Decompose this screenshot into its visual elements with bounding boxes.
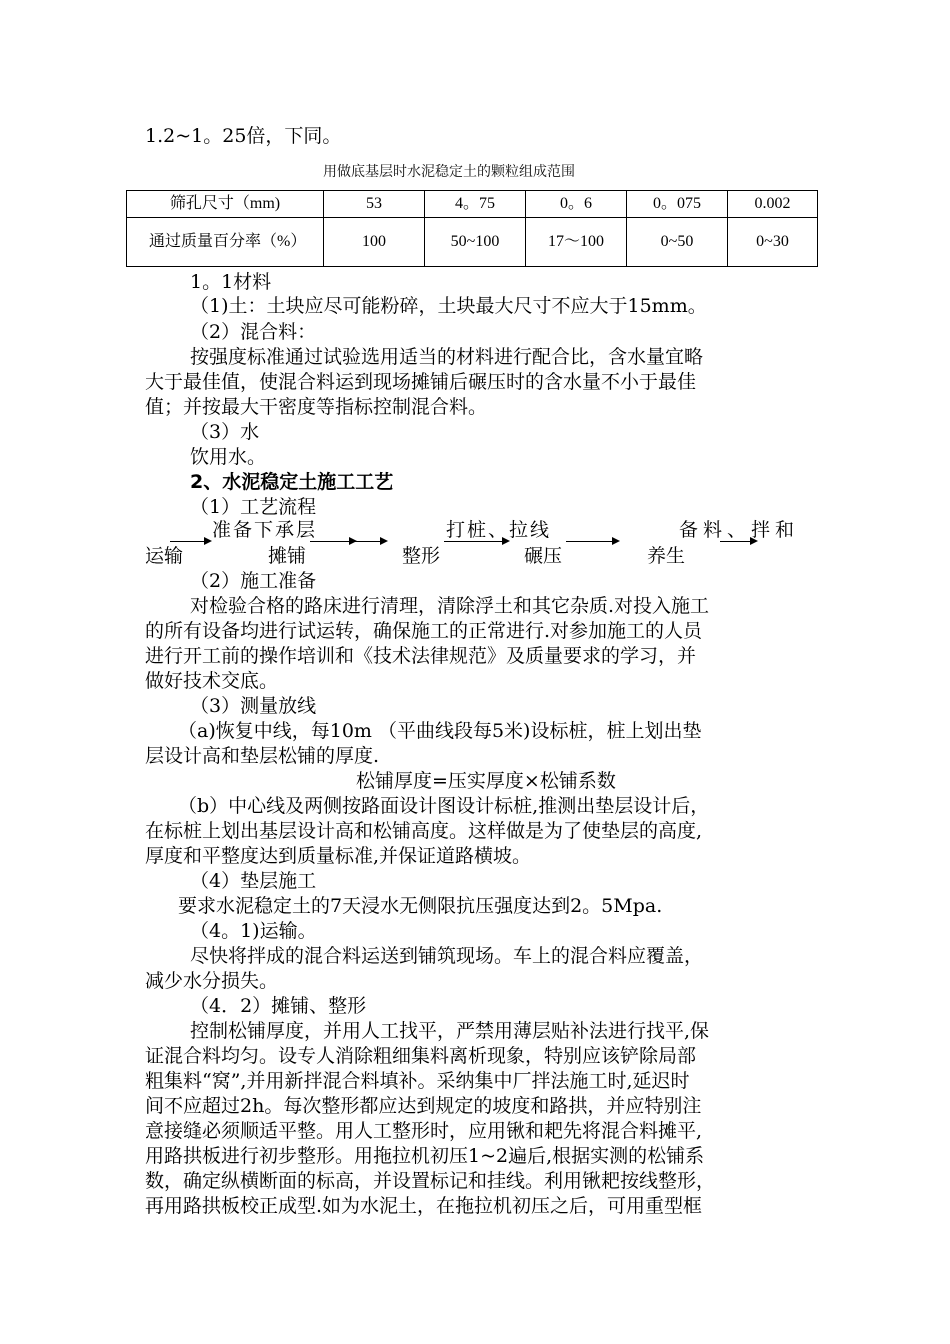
paragraph-line: （4。1)运输。 (190, 920, 317, 942)
table-caption: 用做底基层时水泥稳定土的颗粒组成范围 (323, 164, 575, 180)
paragraph-line: 厚度和平整度达到质量标准,并保证道路横坡。 (145, 845, 532, 867)
table-row (127, 191, 818, 218)
section-heading: 1。1材料 (190, 271, 272, 293)
table-cell: 0~30 (728, 218, 818, 267)
paragraph-line: 证混合料均匀。设专人消除粗细集料离析现象，特别应该铲除局部 (145, 1045, 697, 1067)
paragraph-line: （b）中心线及两侧按路面设计图设计标桩,推测出垫层设计后， (178, 795, 710, 817)
flow-step: 摊铺 (268, 545, 307, 567)
table-cell: 100 (324, 218, 425, 267)
paragraph-line: 再用路拱板校正成型.如为水泥土，在拖拉机初压之后，可用重型框 (145, 1195, 703, 1217)
paragraph-line: （2）施工准备 (190, 570, 317, 592)
grain-composition-table (126, 190, 818, 267)
paragraph-line: 按强度标准通过试验选用适当的材料进行配合比，含水量宜略 (190, 346, 704, 368)
flow-arrow (310, 541, 355, 542)
table-cell: 53 (324, 191, 425, 218)
paragraph-line: 的所有设备均进行试运转，确保施工的正常进行.对参加施工的人员 (145, 620, 703, 642)
paragraph-line: （1）工艺流程 (190, 496, 317, 518)
paragraph-line: （1)土：土块应尽可能粉碎，土块最大尺寸不应大于15mm。 (190, 295, 707, 317)
paragraph-line: 意接缝必须顺适平整。用人工整形时，应用锹和耙先将混合料摊平, (145, 1120, 703, 1142)
paragraph-line: 做好技术交底。 (145, 670, 279, 692)
paragraph-line: 间不应超过2h。每次整形都应达到规定的坡度和路拱，并应特别注 (145, 1095, 702, 1117)
paragraph-line: 层设计高和垫层松铺的厚度. (145, 745, 380, 767)
paragraph-line: 减少水分损失。 (145, 970, 279, 992)
paragraph-line: 对检验合格的路床进行清理，清除浮土和其它杂质.对投入施工 (190, 595, 710, 617)
paragraph-line: 数，确定纵横断面的标高，并设置标记和挂线。利用锹耙按线整形， (145, 1170, 716, 1192)
table-cell: 0~50 (627, 218, 728, 267)
flow-step: 打桩、拉线 (446, 519, 552, 541)
paragraph-line: 粗集料“窝”,并用新拌混合料填补。采纳集中厂拌法施工时,延迟时 (145, 1070, 690, 1092)
flow-arrow (720, 541, 756, 542)
table-row (127, 218, 818, 267)
flow-step: 备料、拌和 (679, 519, 800, 541)
paragraph-line: 要求水泥稳定土的7天浸水无侧限抗压强度达到2。5Mpa. (178, 895, 663, 917)
table-cell: 4。75 (425, 191, 526, 218)
flow-step: 运输 (145, 545, 184, 567)
paragraph-line: （4．2）摊铺、整形 (190, 995, 367, 1017)
paragraph-line: 在标桩上划出基层设计高和松铺高度。这样做是为了使垫层的高度, (145, 820, 703, 842)
flow-step: 整形 (402, 545, 441, 567)
paragraph-line: 用路拱板进行初步整形。用拖拉机初压1~2遍后,根据实测的松铺系 (145, 1145, 705, 1167)
paragraph-line: 尽快将拌成的混合料运送到铺筑现场。车上的混合料应覆盖， (190, 945, 704, 967)
paragraph-line: 控制松铺厚度，并用人工找平，严禁用薄层贴补法进行找平,保 (190, 1020, 710, 1042)
section-title: 2、水泥稳定土施工工艺 (190, 471, 394, 493)
table-cell: 0.002 (728, 191, 818, 218)
paragraph-line: （a)恢复中线，每10m （平曲线段每5米)设标桩，桩上划出垫 (178, 720, 702, 742)
formula-line: 松铺厚度=压实厚度×松铺系数 (356, 770, 616, 792)
paragraph-line: 值；并按最大干密度等指标控制混合料。 (145, 396, 488, 418)
paragraph-line: （3）水 (190, 421, 260, 443)
flow-arrow (170, 541, 210, 542)
intro-line: 1.2~1。25倍，下同。 (145, 125, 342, 147)
table-cell: 0。6 (526, 191, 627, 218)
table-cell: 50~100 (425, 218, 526, 267)
flow-step: 养生 (647, 545, 686, 567)
paragraph-line: （4）垫层施工 (190, 870, 317, 892)
paragraph-line: （3）测量放线 (190, 695, 317, 717)
flow-arrow (444, 541, 508, 542)
paragraph-line: 大于最佳值，使混合料运到现场摊铺后碾压时的含水量不小于最佳 (145, 371, 697, 393)
flow-arrow (566, 541, 618, 542)
table-cell: 筛孔尺寸（mm) (127, 191, 324, 218)
flow-step: 准备下承层 (212, 519, 318, 541)
flow-arrow (352, 541, 386, 542)
table-row-label: 通过质量百分率（%） (127, 218, 324, 267)
paragraph-line: 进行开工前的操作培训和《技术法律规范》及质量要求的学习，并 (145, 645, 697, 667)
flow-step: 碾压 (524, 545, 563, 567)
paragraph-line: 饮用水。 (190, 446, 267, 468)
table-cell: 17～100 (526, 218, 627, 267)
table-cell: 0。075 (627, 191, 728, 218)
paragraph-line: （2）混合料： (190, 321, 317, 343)
